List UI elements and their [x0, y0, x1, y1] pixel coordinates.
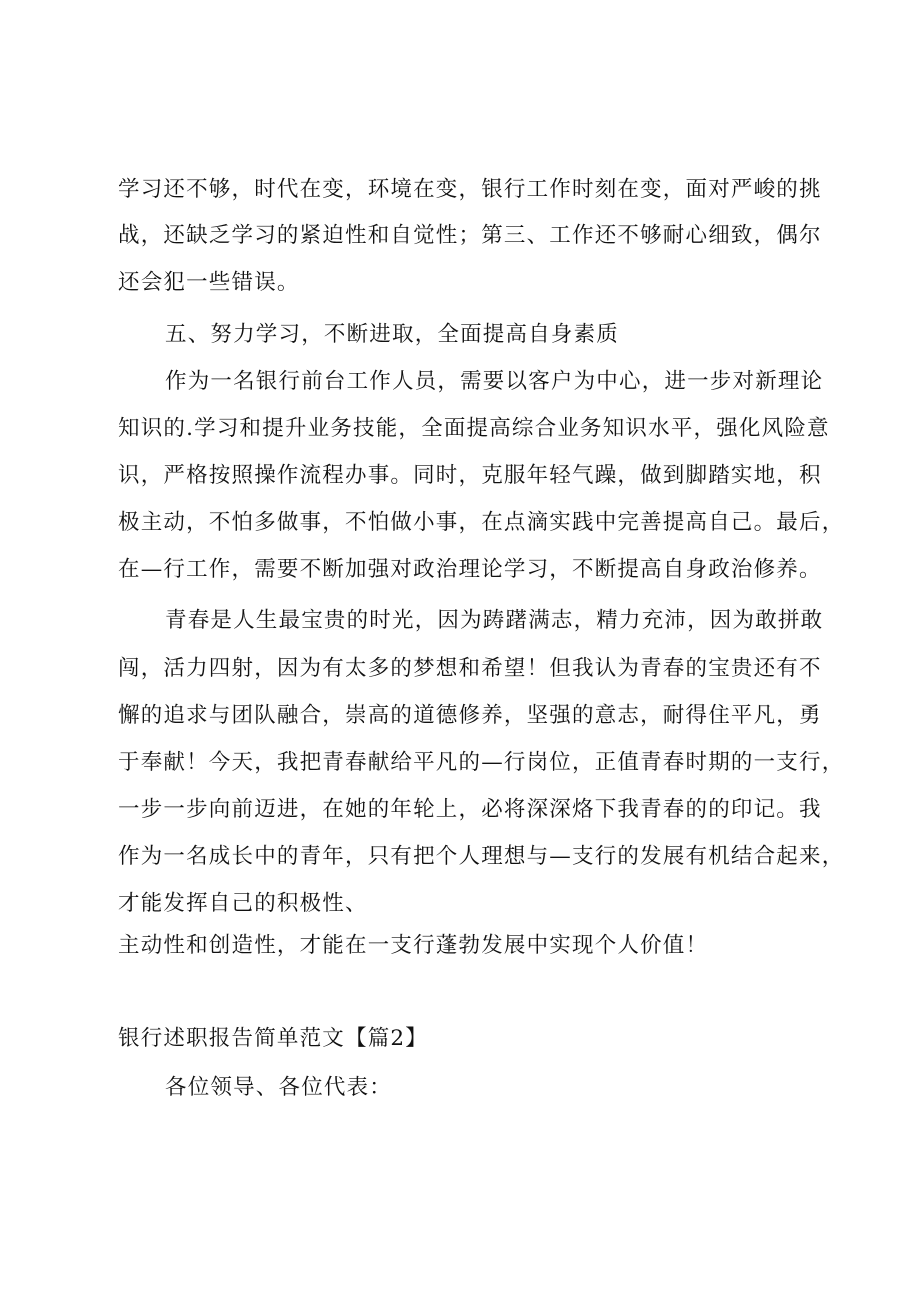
paragraph-line: 一步一步向前迈进，在她的年轮上，必将深深烙下我青春的的印记。我 — [118, 797, 822, 822]
paragraph-line: 学习还不够，时代在变，环境在变，银行工作时刻在变，面对严峻的挑 — [118, 177, 822, 202]
paragraph-line: 主动性和创造性，才能在一支行蓬勃发展中实现个人价值！ — [118, 933, 709, 958]
paragraph-line: 作为一名成长中的青年，只有把个人理想与—支行的发展有机结合起来， — [118, 844, 845, 869]
paragraph-line: 知识的.学习和提升业务技能，全面提高综合业务知识水平，强化风险意 — [118, 416, 830, 441]
paragraph-line: 作为一名银行前台工作人员，需要以客户为中心，进一步对新理论 — [165, 369, 824, 394]
paragraph-line: 闯，活力四射，因为有太多的梦想和希望！但我认为青春的宝贵还有不 — [118, 656, 822, 681]
article-title: 银行述职报告简单范文【篇2】 — [118, 1026, 428, 1051]
paragraph-line: 在—行工作，需要不断加强对政治理论学习，不断提高自身政治修养。 — [118, 557, 822, 582]
salutation: 各位领导、各位代表： — [165, 1075, 393, 1100]
section-heading: 五、努力学习，不断进取，全面提高自身素质 — [165, 322, 620, 347]
paragraph-line: 极主动，不怕多做事，不怕做小事，在点滴实践中完善提高自己。最后， — [118, 510, 845, 535]
paragraph-line: 青春是人生最宝贵的时光，因为踌躇满志，精力充沛，因为敢拼敢 — [165, 608, 824, 633]
paragraph-line: 懈的追求与团队融合，崇高的道德修养，坚强的意志，耐得住平凡，勇 — [118, 703, 822, 728]
paragraph-line: 才能发挥自己的积极性、 — [118, 891, 368, 916]
paragraph-line: 于奉献！今天，我把青春献给平凡的—行岗位，正值青春时期的一支行， — [118, 750, 845, 775]
paragraph-line: 战，还缺乏学习的紧迫性和自觉性；第三、工作还不够耐心细致，偶尔 — [118, 223, 822, 248]
paragraph-line: 还会犯一些错误。 — [118, 270, 300, 295]
paragraph-line: 识，严格按照操作流程办事。同时，克服年轻气躁，做到脚踏实地，积 — [118, 463, 822, 488]
